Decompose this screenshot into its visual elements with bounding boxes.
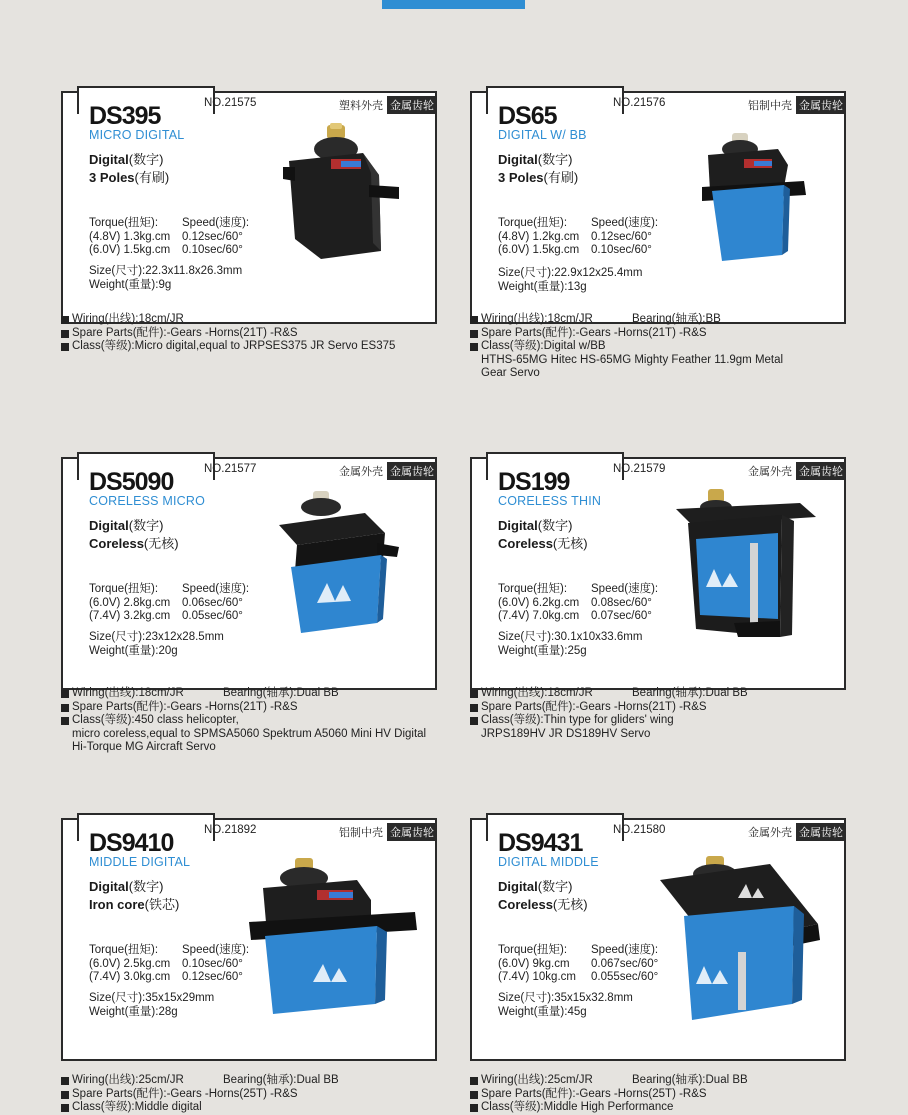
speed-block <box>182 217 249 258</box>
class-note-cont: JRPS189HV JR DS189HV Servo <box>481 727 651 740</box>
product-card-ds5090 <box>61 457 437 690</box>
servo-product-image <box>700 129 810 263</box>
class-note <box>470 1101 860 1115</box>
class-note-cont-2: Hi-Torque MG Aircraft Servo <box>72 741 216 753</box>
weight-spec: Weight(重量):13g <box>498 280 587 293</box>
size-spec: Size(尺寸):23x12x28.5mm <box>89 631 224 643</box>
speed-value-2: 0.07sec/60° <box>591 610 652 622</box>
class-text: Class(等级):Middle digital <box>72 1101 202 1113</box>
model-name: DS9431 <box>498 829 583 857</box>
wiring-text: Wiring(出线):18cm/JR <box>72 313 184 325</box>
product-notes-ds9410 <box>61 1074 451 1115</box>
speed-value-2: 0.12sec/60° <box>182 971 243 983</box>
size-spec: Size(尺寸):35x15x32.8mm <box>498 992 633 1004</box>
motor-label-cn: (无核) <box>552 897 588 912</box>
wiring-text: Wiring(出线):25cm/JR <box>481 1074 593 1086</box>
gear-badge: 金属齿轮 <box>796 462 846 480</box>
type-label: Digital <box>498 518 538 533</box>
type-label: Digital <box>498 152 538 167</box>
size-weight-block <box>89 631 224 658</box>
class-note <box>470 340 860 354</box>
type-info <box>498 878 588 914</box>
product-notes-ds65 <box>470 313 860 381</box>
speed-block <box>591 583 658 624</box>
speed-block <box>182 583 249 624</box>
servo-product-image <box>247 854 419 1016</box>
model-subtitle: CORELESS MICRO <box>89 494 206 508</box>
model-name: DS199 <box>498 468 570 496</box>
class-note-cont: HTHS-65MG Hitec HS-65MG Mighty Feather 11.9gm Metal <box>481 353 784 366</box>
motor-label-cn: (无核) <box>552 536 588 551</box>
class-text: Class(等级):Digital w/BB <box>481 340 606 352</box>
model-name: DS395 <box>89 102 161 130</box>
spare-parts-note <box>470 327 860 341</box>
wiring-text: Wiring(出线):18cm/JR <box>481 313 593 325</box>
shell-material: 金属外壳 <box>339 466 383 478</box>
weight-spec: Weight(重量):20g <box>89 644 178 657</box>
model-subtitle: DIGITAL MIDDLE <box>498 855 599 869</box>
class-note <box>61 714 451 728</box>
weight-spec: Weight(重量):9g <box>89 278 172 291</box>
motor-label-cn: (有刷) <box>543 170 579 185</box>
type-info <box>89 517 179 553</box>
motor-label: 3 Poles <box>498 170 544 185</box>
speed-label: Speed(速度): <box>591 217 659 229</box>
torque-label: Torque(扭矩): <box>89 583 159 595</box>
bullet-square-icon <box>470 316 478 324</box>
speed-label: Speed(速度): <box>182 944 250 956</box>
wiring-note <box>470 313 860 327</box>
product-card-ds9431 <box>470 818 846 1061</box>
type-info <box>498 517 588 553</box>
speed-value-1: 0.06sec/60° <box>182 596 243 609</box>
torque-block <box>89 583 170 624</box>
model-subtitle: MICRO DIGITAL <box>89 128 185 142</box>
speed-value-1: 0.067sec/60° <box>591 957 659 970</box>
speed-value-2: 0.055sec/60° <box>591 971 659 983</box>
motor-label-cn: (有刷) <box>134 170 170 185</box>
spare-parts-text: Spare Parts(配件):-Gears -Horns(21T) -R&S <box>481 700 707 713</box>
spare-parts-text: Spare Parts(配件):-Gears -Horns(21T) -R&S <box>481 326 707 339</box>
weight-spec: Weight(重量):25g <box>498 644 587 657</box>
wiring-text: Wiring(出线):25cm/JR <box>72 1074 184 1086</box>
type-info <box>498 151 578 187</box>
class-text: Class(等级):Middle High Performance <box>481 1101 674 1113</box>
bearing-text: Bearing(轴承):Dual BB <box>223 687 339 699</box>
product-number: NO.21892 <box>204 824 257 836</box>
bearing-text: Bearing(轴承):BB <box>632 313 721 325</box>
motor-label: 3 Poles <box>89 170 135 185</box>
torque-value-2: (7.4V) 3.2kg.cm <box>89 610 171 622</box>
torque-value-2: (6.0V) 1.5kg.cm <box>498 244 580 256</box>
class-note <box>470 714 860 728</box>
speed-block <box>591 944 658 985</box>
speed-value-1: 0.08sec/60° <box>591 596 652 609</box>
product-card-ds9410 <box>61 818 437 1061</box>
bullet-square-icon <box>61 704 69 712</box>
torque-label: Torque(扭矩): <box>89 217 159 229</box>
shell-material: 铝制中壳 <box>339 827 383 839</box>
class-text: Class(等级):450 class helicopter, <box>72 714 239 726</box>
torque-block <box>498 583 579 624</box>
product-notes-ds5090 <box>61 687 451 755</box>
model-name: DS65 <box>498 102 557 130</box>
model-subtitle: CORELESS THIN <box>498 494 602 508</box>
bullet-square-icon <box>61 330 69 338</box>
product-number: NO.21575 <box>204 97 257 109</box>
spare-parts-text: Spare Parts(配件):-Gears -Horns(25T) -R&S <box>481 1087 707 1100</box>
wiring-text: Wiring(出线):18cm/JR <box>481 687 593 699</box>
torque-value-1: (6.0V) 9kg.cm <box>498 957 570 970</box>
torque-value-2: (6.0V) 1.5kg.cm <box>89 244 171 256</box>
size-spec: Size(尺寸):22.9x12x25.4mm <box>498 267 643 279</box>
servo-product-image <box>277 123 403 261</box>
spare-parts-text: Spare Parts(配件):-Gears -Horns(25T) -R&S <box>72 1087 298 1100</box>
motor-label: Coreless <box>89 536 144 551</box>
torque-block <box>498 944 576 985</box>
product-card-ds65 <box>470 91 846 324</box>
type-label-cn: (数字) <box>128 879 164 894</box>
spare-parts-note <box>470 701 860 715</box>
torque-label: Torque(扭矩): <box>498 944 568 956</box>
bullet-square-icon <box>61 1077 69 1085</box>
size-weight-block <box>498 267 642 294</box>
spare-parts-text: Spare Parts(配件):-Gears -Horns(21T) -R&S <box>72 326 298 339</box>
type-label: Digital <box>89 879 129 894</box>
bullet-square-icon <box>61 690 69 698</box>
product-notes-ds199 <box>470 687 860 741</box>
servo-product-image <box>277 487 401 635</box>
class-text: Class(等级):Thin type for gliders' wing <box>481 714 674 726</box>
speed-label: Speed(速度): <box>591 583 659 595</box>
spare-parts-text: Spare Parts(配件):-Gears -Horns(21T) -R&S <box>72 700 298 713</box>
product-notes-ds395 <box>61 313 451 354</box>
motor-label: Iron core <box>89 897 145 912</box>
speed-label: Speed(速度): <box>591 944 659 956</box>
type-label-cn: (数字) <box>128 152 164 167</box>
speed-label: Speed(速度): <box>182 217 250 229</box>
model-subtitle: DIGITAL W/ BB <box>498 128 587 142</box>
bullet-square-icon <box>61 316 69 324</box>
wiring-note <box>470 1074 860 1088</box>
shell-material: 金属外壳 <box>748 466 792 478</box>
torque-value-1: (4.8V) 1.2kg.cm <box>498 230 580 243</box>
product-number: NO.21579 <box>613 463 666 475</box>
class-text: Class(等级):Micro digital,equal to JRPSES375 JR Servo ES375 <box>72 340 396 352</box>
type-label: Digital <box>498 879 538 894</box>
wiring-note <box>470 687 860 701</box>
top-accent-bar <box>382 0 525 9</box>
speed-label: Speed(速度): <box>182 583 250 595</box>
size-spec: Size(尺寸):30.1x10x33.6mm <box>498 631 643 643</box>
bullet-square-icon <box>470 690 478 698</box>
torque-value-2: (7.4V) 3.0kg.cm <box>89 971 171 983</box>
torque-block <box>89 944 170 985</box>
size-weight-block <box>498 992 633 1019</box>
speed-value-2: 0.10sec/60° <box>591 244 652 256</box>
product-notes-ds9431 <box>470 1074 860 1115</box>
weight-spec: Weight(重量):45g <box>498 1005 587 1018</box>
type-label-cn: (数字) <box>537 518 573 533</box>
servo-product-image <box>674 487 820 643</box>
weight-spec: Weight(重量):28g <box>89 1005 178 1018</box>
type-info <box>89 151 169 187</box>
class-note <box>61 1101 451 1115</box>
torque-label: Torque(扭矩): <box>89 944 159 956</box>
size-weight-block <box>89 992 214 1019</box>
torque-label: Torque(扭矩): <box>498 583 568 595</box>
product-number: NO.21577 <box>204 463 257 475</box>
gear-badge: 金属齿轮 <box>387 823 437 841</box>
spare-parts-note <box>470 1088 860 1102</box>
size-weight-block <box>89 265 242 292</box>
model-name: DS9410 <box>89 829 174 857</box>
wiring-note <box>61 687 451 701</box>
motor-label: Coreless <box>498 536 553 551</box>
size-weight-block <box>498 631 642 658</box>
type-label: Digital <box>89 152 129 167</box>
bullet-square-icon <box>470 717 478 725</box>
torque-block <box>89 217 170 258</box>
bullet-square-icon <box>470 704 478 712</box>
bullet-square-icon <box>470 1104 478 1112</box>
bullet-square-icon <box>470 343 478 351</box>
bullet-square-icon <box>61 343 69 351</box>
product-number: NO.21576 <box>613 97 666 109</box>
torque-value-1: (6.0V) 2.8kg.cm <box>89 596 171 609</box>
speed-value-1: 0.10sec/60° <box>182 957 243 970</box>
gear-badge: 金属齿轮 <box>387 96 437 114</box>
torque-value-1: (4.8V) 1.3kg.cm <box>89 230 171 243</box>
spare-parts-note <box>61 327 451 341</box>
bullet-square-icon <box>470 1077 478 1085</box>
type-label-cn: (数字) <box>537 879 573 894</box>
wiring-note <box>61 313 451 327</box>
servo-product-image <box>658 854 830 1024</box>
bullet-square-icon <box>470 1091 478 1099</box>
class-note-cont-2: Gear Servo <box>481 367 540 379</box>
speed-block <box>182 944 249 985</box>
class-note-cont: micro coreless,equal to SPMSA5060 Spektrum A5060 Mini HV Digital <box>72 727 427 740</box>
size-spec: Size(尺寸):35x15x29mm <box>89 992 215 1004</box>
torque-label: Torque(扭矩): <box>498 217 568 229</box>
torque-value-1: (6.0V) 2.5kg.cm <box>89 957 171 970</box>
spare-parts-note <box>61 701 451 715</box>
product-number: NO.21580 <box>613 824 666 836</box>
bullet-square-icon <box>61 717 69 725</box>
bullet-square-icon <box>61 1104 69 1112</box>
type-info <box>89 878 179 914</box>
shell-material: 金属外壳 <box>748 827 792 839</box>
wiring-note <box>61 1074 451 1088</box>
speed-value-2: 0.10sec/60° <box>182 244 243 256</box>
speed-block <box>591 217 658 258</box>
model-subtitle: MIDDLE DIGITAL <box>89 855 191 869</box>
torque-value-1: (6.0V) 6.2kg.cm <box>498 596 580 609</box>
speed-value-2: 0.05sec/60° <box>182 610 243 622</box>
wiring-text: Wiring(出线):18cm/JR <box>72 687 184 699</box>
shell-material: 塑料外壳 <box>339 100 383 112</box>
torque-value-2: (7.4V) 7.0kg.cm <box>498 610 580 622</box>
bullet-square-icon <box>470 330 478 338</box>
torque-block <box>498 217 579 258</box>
model-name: DS5090 <box>89 468 174 496</box>
motor-label-cn: (铁芯) <box>144 897 180 912</box>
torque-value-2: (7.4V) 10kg.cm <box>498 971 576 983</box>
product-card-ds199 <box>470 457 846 690</box>
motor-label-cn: (无核) <box>143 536 179 551</box>
gear-badge: 金属齿轮 <box>796 823 846 841</box>
class-note <box>61 340 451 354</box>
bearing-text: Bearing(轴承):Dual BB <box>223 1074 339 1086</box>
type-label: Digital <box>89 518 129 533</box>
speed-value-1: 0.12sec/60° <box>591 230 652 243</box>
product-card-ds395 <box>61 91 437 324</box>
spare-parts-note <box>61 1088 451 1102</box>
type-label-cn: (数字) <box>537 152 573 167</box>
gear-badge: 金属齿轮 <box>796 96 846 114</box>
size-spec: Size(尺寸):22.3x11.8x26.3mm <box>89 265 243 277</box>
bearing-text: Bearing(轴承):Dual BB <box>632 687 748 699</box>
speed-value-1: 0.12sec/60° <box>182 230 243 243</box>
shell-material: 铝制中壳 <box>748 100 792 112</box>
bearing-text: Bearing(轴承):Dual BB <box>632 1074 748 1086</box>
gear-badge: 金属齿轮 <box>387 462 437 480</box>
motor-label: Coreless <box>498 897 553 912</box>
bullet-square-icon <box>61 1091 69 1099</box>
type-label-cn: (数字) <box>128 518 164 533</box>
